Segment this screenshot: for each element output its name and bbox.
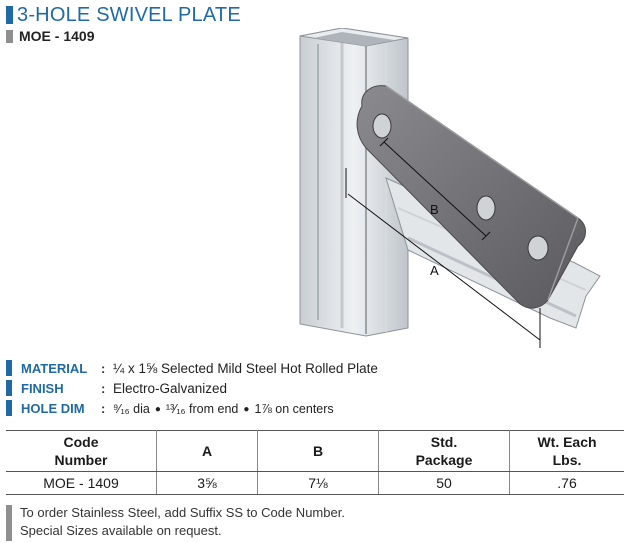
spec-colon: : [101,400,106,416]
spec-value-finish: Electro-Galvanized [113,380,228,396]
title-row [6,4,241,26]
subtitle-row [6,28,94,44]
plate-hole-1 [373,114,391,138]
note-stainless: To order Stainless Steel, add Suffix SS to Code Number. [20,505,345,520]
bullet-icon: ● [243,403,250,415]
ordering-notes [6,504,345,541]
spec-colon: : [101,360,106,376]
spec-label-material: MATERIAL [21,360,88,376]
dimension-b-label: B [430,202,439,217]
spec-colon: : [101,380,106,396]
hole-from-end: ¹³⁄₁₆ from end [165,401,239,416]
spec-value-hole-dim [113,401,334,416]
spec-marker [6,360,12,376]
hole-centers: 1⅞ on centers [254,401,334,416]
page-title: 3-HOLE SWIVEL PLATE [17,3,241,26]
swivel-plate-drawing [290,28,620,353]
plate-hole-2 [477,196,495,220]
table-row [6,472,624,495]
note-special-sizes: Special Sizes available on request. [20,523,222,538]
spec-value-material: ¼ x 1⅝ Selected Mild Steel Hot Rolled Plate [113,360,378,376]
product-code-heading: MOE - 1409 [19,28,95,44]
column-header-a: A [157,431,258,472]
plate-hole-3 [528,236,548,260]
spec-hole-dim [6,398,506,418]
notes-text [20,504,345,541]
hole-diameter: ⁹⁄₁₆ dia [113,401,150,416]
spec-marker [6,380,12,396]
cell-weight: .76 [510,472,625,495]
spec-label-hole-dim: HOLE DIM [21,400,85,416]
bullet-icon: ● [154,403,161,415]
cell-a: 3⅝ [157,472,258,495]
column-header-code: Code Number [6,431,157,472]
cell-b: 7⅛ [258,472,379,495]
column-header-weight: Wt. Each Lbs. [510,431,625,472]
notes-marker [6,505,12,541]
column-header-package: Std. Package [379,431,510,472]
title-marker [6,6,13,24]
spec-label-finish: FINISH [21,380,64,396]
spec-marker [6,400,12,416]
spec-material [6,358,506,378]
product-table [6,430,624,495]
table-header-row [6,431,624,472]
specifications [6,358,506,418]
spec-finish [6,378,506,398]
cell-code: MOE - 1409 [6,472,157,495]
dimension-a-label: A [430,263,439,278]
cell-package: 50 [379,472,510,495]
column-header-b: B [258,431,379,472]
subtitle-marker [6,30,13,43]
